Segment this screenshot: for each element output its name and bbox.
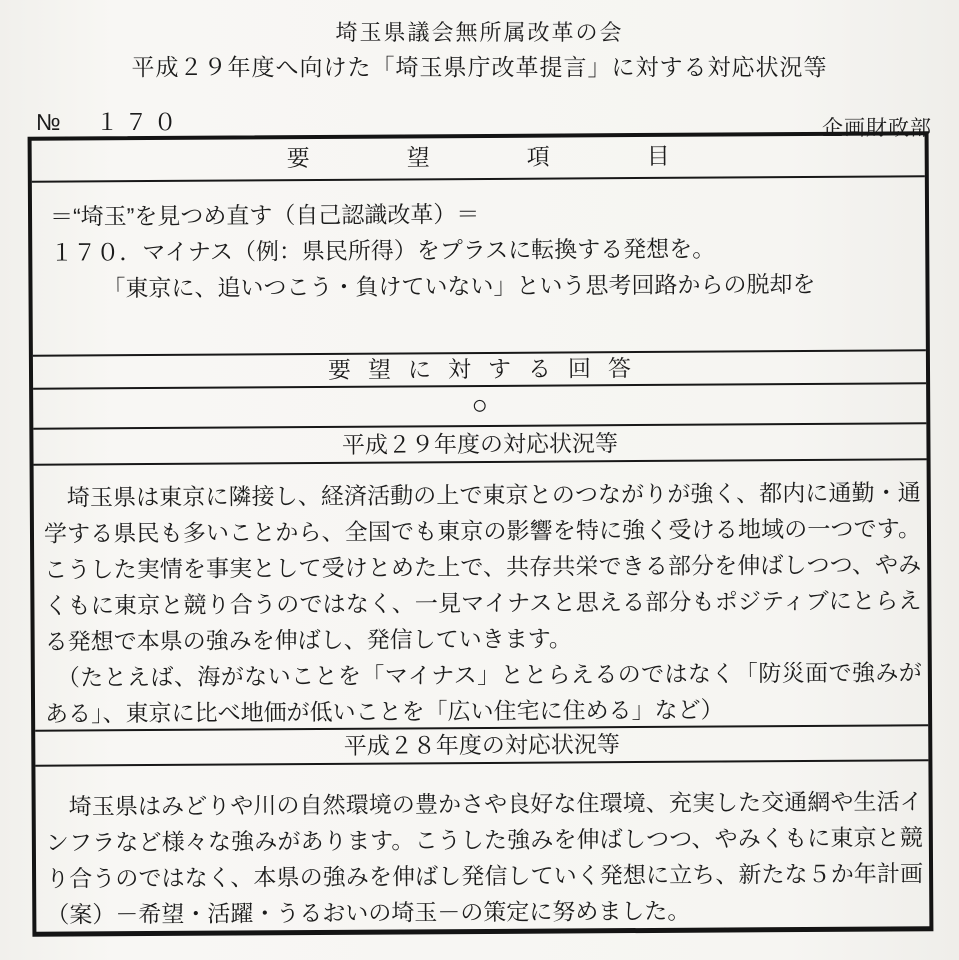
h29-status-header-label: 平成２９年度の対応状況等 — [341, 430, 619, 458]
answer-header-label: 要望に対する回答 — [327, 354, 649, 383]
document-subtitle: 平成２９年度へ向けた「埼玉県庁改革提言」に対する対応状況等 — [131, 54, 828, 80]
response-status-table — [28, 131, 934, 936]
answer-mark-row — [33, 382, 926, 427]
request-line-2: １７０．マイナス（例：県民所得）をプラスに転換する発想を。 — [50, 235, 716, 266]
h28-status-header-label: 平成２８年度の対応状況等 — [343, 731, 620, 759]
h29-status-note: （たとえば、海がないことを「マイナス」ととらえるのではなく「防災面で強みがある」、東京に比べ地価が低いことを「広い住宅に住める」など） — [44, 659, 922, 727]
h28-status-paragraph: 埼玉県はみどりや川の自然環境の豊かさや良好な住環境、充実した交通網や生活インフラなど様々な強みがあります。こうした強みを伸ばしつつ、やみくもに東京と競り合うのではなく、本県の強みを伸ばし発信していく発想に立ち、新たな５か年計画（案）－希望・活躍・うるおいの埼玉－の策定に努めました。 — [45, 788, 924, 928]
h28-status-header-row — [35, 724, 928, 764]
h29-status-paragraph: 埼玉県は東京に隣接し、経済活動の上で東京とのつながりが強く、都内に通勤・通学する県民も多いことから、全国でも東京の影響を特に強く受ける地域の一つです。こうした実情を事実として受けとめた上で、共存共栄できる部分を伸ばしつつ、やみくもに東京と競り合うのではなく、一見マイナスと思える部分もポジティブにとらえる発想で本県の強みを伸ばし、発信していきます。 — [43, 479, 922, 655]
request-line-3: 「東京に、追いつこう・負けていない」という思考回路からの脱却を — [102, 270, 816, 302]
h29-status-cell — [34, 458, 929, 729]
request-items-cell — [32, 175, 926, 354]
organization-title: 埼玉県議会無所属改革の会 — [335, 20, 624, 45]
request-line-1: ＝“埼玉”を見つめ直す（自己認識改革）＝ — [49, 201, 480, 230]
h28-status-cell — [35, 759, 929, 931]
answer-header-row — [33, 349, 926, 387]
request-items-header-row — [32, 135, 925, 180]
h29-status-header-row — [33, 422, 926, 463]
request-items-header-label: 要望項目 — [286, 142, 767, 172]
department-label: 企画財政部 — [822, 117, 932, 140]
circle-mark: ○ — [471, 389, 488, 421]
document-number: № １７０ — [36, 109, 183, 135]
